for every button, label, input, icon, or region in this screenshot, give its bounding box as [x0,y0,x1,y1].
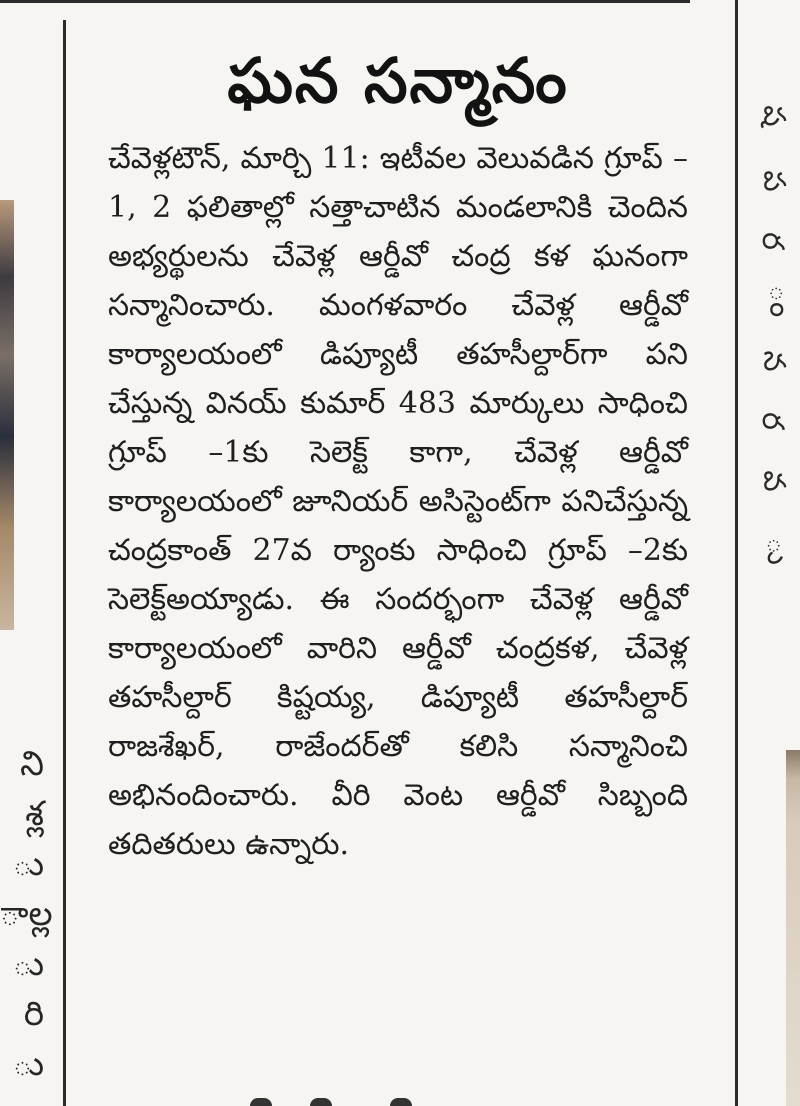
next-headline-fragment [240,1092,440,1106]
left-text-fragment: ు [12,844,44,884]
column-rule-left [63,20,66,1106]
right-text-fragment: ం [762,284,798,318]
news-article [108,40,688,869]
right-text-fragment: న [756,350,792,372]
article-headline: ఘన సన్మానం [227,44,569,117]
column-rule-right [735,0,738,1106]
right-text-fragment: ర [754,232,790,250]
left-text-fragment: ు [12,944,44,984]
left-text-fragment: ని [20,744,44,784]
left-neighbor-column [0,0,60,1106]
right-text-fragment: ష [756,105,792,127]
left-text-fragment: ాల్ల [0,894,53,934]
right-text-fragment: ు [759,537,795,565]
right-text-fragment: వ [756,470,792,492]
right-neighbor-column [742,0,800,1106]
article-body: చేవెళ్లటౌన్, మార్చి 11: ఇటీవల వెలువడిన గ్రూప్ –1, 2 ఫలితాల్లో సత్తాచాటిన మండలానికి చెందిన అభ్యర్థులను చేవెళ్ల ఆర్డీవో చంద్ర కళ ఘనంగా సన్మానించారు. మంగళవారం చేవెళ్ల ఆర్డీవో కార్యాలయంలో డిప్యూటీ తహసీల్దార్‌గా పని చేస్తున్న వినయ్ కుమార్ 483 మార్కులు సాధించి గ్రూప్ –1కు సెలెక్ట్ కాగా, చేవెళ్ల ఆర్డీవో కార్యాలయంలో జూనియర్ అసిస్టెంట్‌గా పనిచేస్తున్న చంద్రకాంత్ 27వ ర్యాంకు సాధించి గ్రూప్ –2కు సెలెక్ట్అయ్యాడు. ఈ సందర్భంగా చేవెళ్ల ఆర్డీవో కార్యాలయంలో వారిని ఆర్డీవో చంద్రకళ, చేవెళ్ల తహసీల్దార్ కిష్టయ్య, డిప్యూటీ తహసీల్దార్ రాజశేఖర్, రాజేందర్‌తో కలిసి సన్మానించి అభినందించారు. వీరి వెంట ఆర్డీవో సిబ్బంది తదితరులు ఉన్నారు. [108,141,688,862]
top-rule [0,0,690,3]
left-text-fragment: శ్ల [25,794,44,834]
left-text-fragment: రి [23,994,44,1034]
left-text-fragment: ు [12,1044,44,1084]
right-text-fragment: ప [756,170,792,192]
left-photo-fragment [0,200,14,630]
right-photo-fragment [786,750,800,1106]
right-text-fragment: ర [754,412,790,430]
